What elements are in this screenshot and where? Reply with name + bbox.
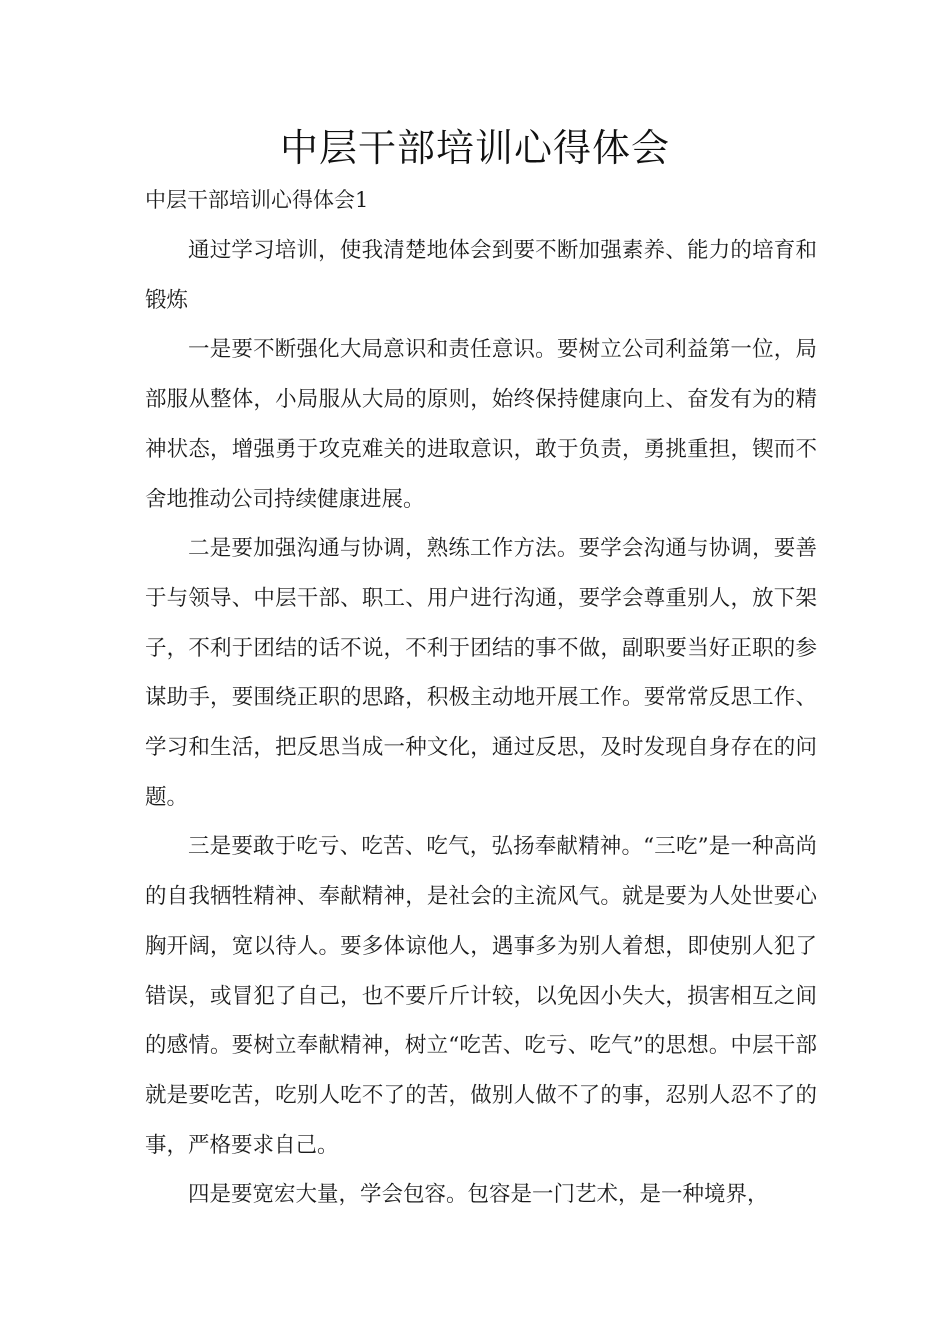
- paragraph-point-3: 三是要敢于吃亏、吃苦、吃气，弘扬奉献精神。“三吃”是一种高尚的自我牺牲精神、奉献精神，是社会的主流风气。就是要为人处世要心胸开阔，宽以待人。要多体谅他人，遇事多为别人着想，即使别人犯了错误，或冒犯了自己，也不要斤斤计较，以免因小失大，损害相互之间的感情。要树立奉献精神，树立“吃苦、吃亏、吃气”的思想。中层干部就是要吃苦，吃别人吃不了的苦，做别人做不了的事，忍别人忍不了的事，严格要求自己。: [145, 834, 817, 1158]
- paragraph-point-1: 一是要不断强化大局意识和责任意识。要树立公司利益第一位，局部服从整体，小局服从大局的原则，始终保持健康向上、奋发有为的精神状态，增强勇于攻克难关的进取意识，敢于负责，勇挑重担，锲而不舍地推动公司持续健康进展。: [145, 337, 817, 512]
- paragraph-intro: 通过学习培训，使我清楚地体会到要不断加强素养、能力的培育和锻炼: [145, 238, 817, 313]
- paragraph-point-2: 二是要加强沟通与协调，熟练工作方法。要学会沟通与协调，要善于与领导、中层干部、职工、用户进行沟通，要学会尊重别人，放下架子，不利于团结的话不说，不利于团结的事不做，副职要当好正职的参谋助手，要围绕正职的思路，积极主动地开展工作。要常常反思工作、学习和生活，把反思当成一种文化，通过反思，及时发现自身存在的问题。: [145, 536, 817, 810]
- paragraph-point-4: 四是要宽宏大量，学会包容。包容是一门艺术，是一种境界，: [188, 1182, 769, 1208]
- document-title: 中层干部培训心得体会: [279, 126, 670, 170]
- document-body: [145, 226, 817, 1220]
- document-subtitle: 中层干部培训心得体会1: [145, 188, 369, 212]
